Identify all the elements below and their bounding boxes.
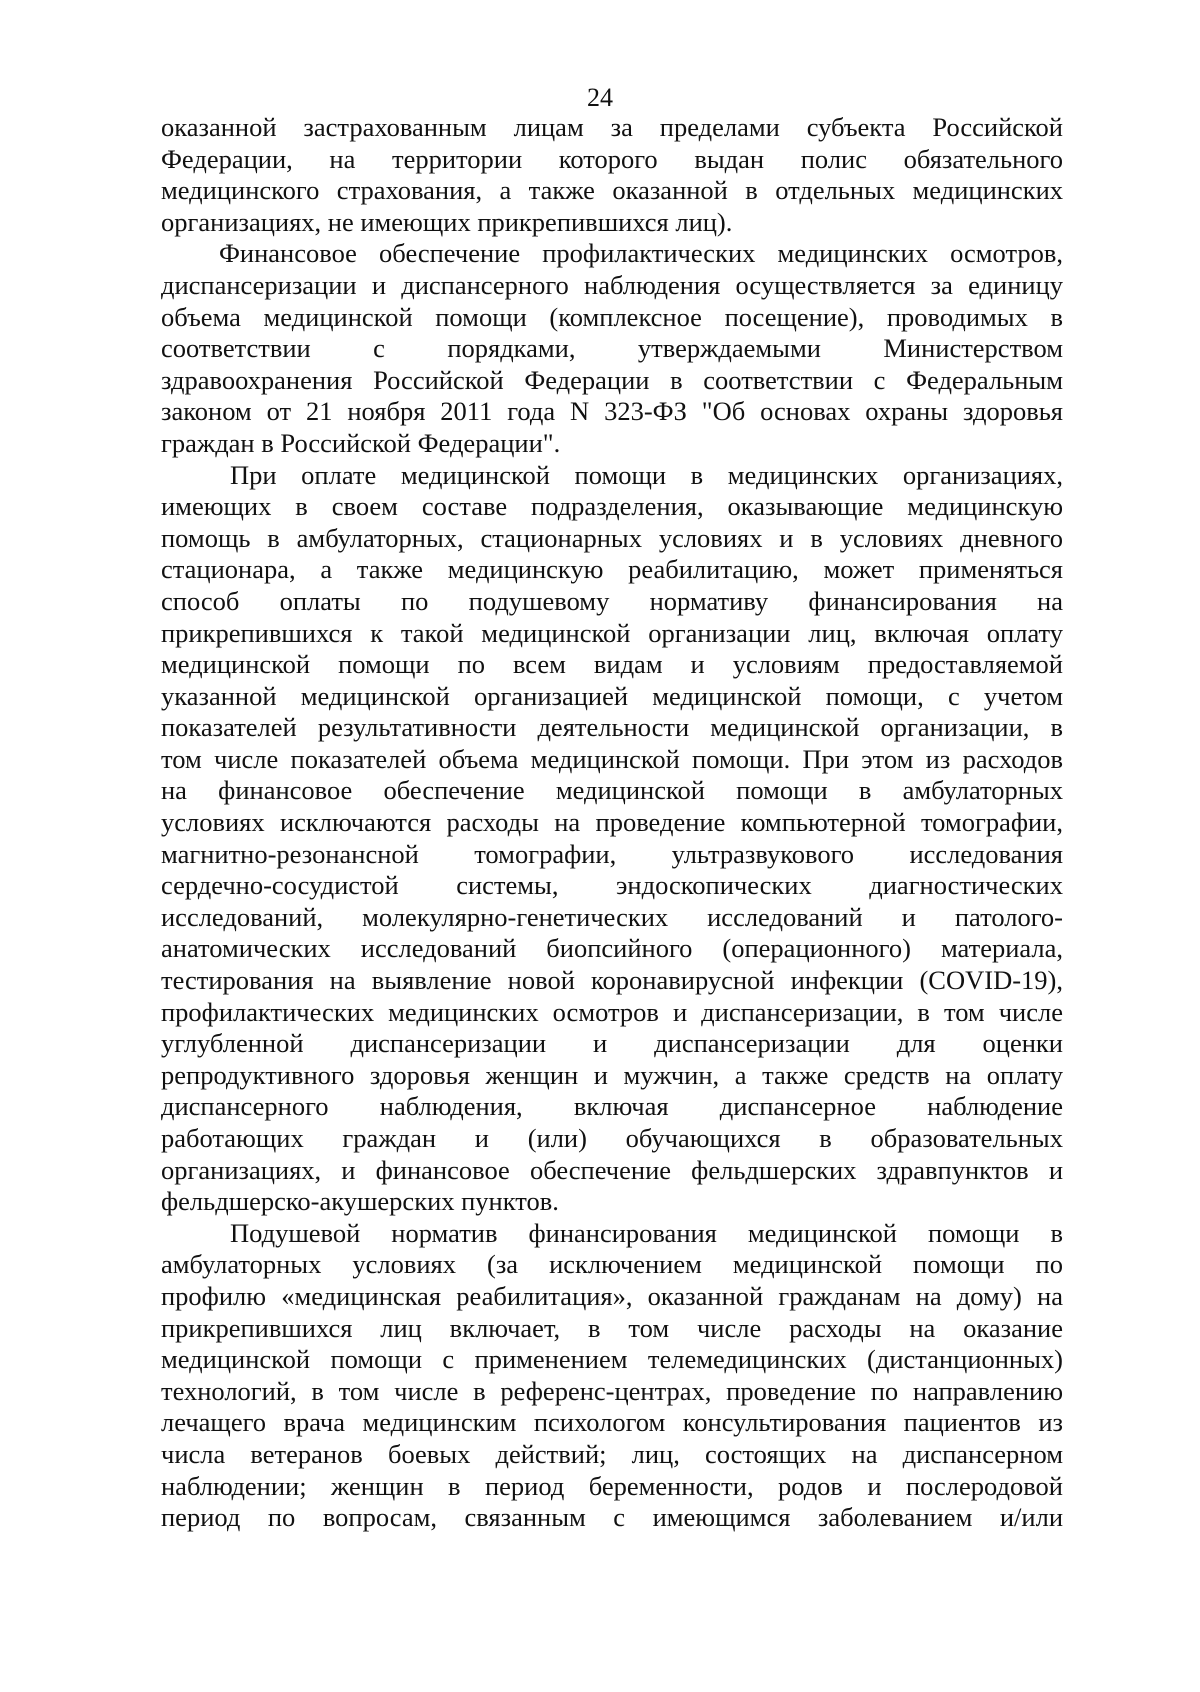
text-line: стационара, а также медицинскую реабилитацию, может применяться bbox=[161, 554, 1063, 585]
text-line: том числе показателей объема медицинской помощи. При этом из расходов bbox=[161, 743, 1063, 774]
text-line: профилактических медицинских осмотров и диспансеризации, в том числе bbox=[161, 996, 1063, 1027]
paragraph-2 bbox=[161, 238, 1063, 459]
paragraph-1 bbox=[161, 112, 1063, 238]
text-line: лечащего врача медицинским психологом консультирования пациентов из bbox=[161, 1407, 1063, 1438]
text-line: граждан в Российской Федерации". bbox=[161, 427, 561, 458]
text-line: законом от 21 ноября 2011 года N 323-ФЗ "Об основах охраны здоровья bbox=[161, 396, 1063, 427]
text-line: организациях, и финансовое обеспечение фельдшерских здравпунктов и bbox=[161, 1154, 1063, 1185]
text-line: сердечно-сосудистой системы, эндоскопических диагностических bbox=[161, 870, 1063, 901]
text-line: числа ветеранов боевых действий; лиц, состоящих на диспансерном bbox=[161, 1438, 1063, 1469]
text-line: организациях, не имеющих прикрепившихся лиц). bbox=[161, 206, 733, 237]
text-line: репродуктивного здоровья женщин и мужчин, а также средств на оплату bbox=[161, 1059, 1063, 1090]
text-line: профилю «медицинская реабилитация», оказанной гражданам на дому) на bbox=[161, 1280, 1063, 1311]
text-line: условиях исключаются расходы на проведение компьютерной томографии, bbox=[161, 807, 1063, 838]
text-line: наблюдении; женщин в период беременности, родов и послеродовой bbox=[161, 1470, 1063, 1501]
text-line: технологий, в том числе в референс-центрах, проведение по направлению bbox=[161, 1375, 1063, 1406]
text-line: на финансовое обеспечение медицинской помощи в амбулаторных bbox=[161, 775, 1063, 806]
text-line: диспансеризации и диспансерного наблюдения осуществляется за единицу bbox=[161, 269, 1063, 300]
text-line: исследований, молекулярно-генетических исследований и патолого- bbox=[161, 901, 1063, 932]
page-number: 24 bbox=[587, 83, 613, 112]
text-line: медицинской помощи по всем видам и условиям предоставляемой bbox=[161, 649, 1063, 680]
text-line: показателей результативности деятельности медицинской организации, в bbox=[161, 712, 1063, 743]
text-line: анатомических исследований биопсийного (операционного) материала, bbox=[161, 933, 1063, 964]
text-line: магнитно-резонансной томографии, ультразвукового исследования bbox=[161, 838, 1063, 869]
text-line: имеющих в своем составе подразделения, оказывающие медицинскую bbox=[161, 491, 1063, 522]
text-line: Финансовое обеспечение профилактических медицинских осмотров, bbox=[219, 238, 1063, 269]
text-line: фельдшерско-акушерских пунктов. bbox=[161, 1186, 559, 1217]
text-line: тестирования на выявление новой коронавирусной инфекции (COVID-19), bbox=[161, 965, 1063, 996]
text-line: Подушевой норматив финансирования медицинской помощи в bbox=[230, 1217, 1063, 1248]
text-line: объема медицинской помощи (комплексное посещение), проводимых в bbox=[161, 301, 1063, 332]
text-line: Федерации, на территории которого выдан полис обязательного bbox=[161, 143, 1063, 174]
text-line: способ оплаты по подушевому нормативу финансирования на bbox=[161, 585, 1063, 616]
text-line: медицинского страхования, а также оказанной в отдельных медицинских bbox=[161, 175, 1063, 206]
text-line: медицинской помощи с применением телемедицинских (дистанционных) bbox=[161, 1344, 1063, 1375]
paragraph-3 bbox=[161, 460, 1063, 1218]
text-line: углубленной диспансеризации и диспансеризации для оценки bbox=[161, 1028, 1063, 1059]
text-line: диспансерного наблюдения, включая диспансерное наблюдение bbox=[161, 1091, 1063, 1122]
text-line: помощь в амбулаторных, стационарных условиях и в условиях дневного bbox=[161, 522, 1063, 553]
text-line: оказанной застрахованным лицам за пределами субъекта Российской bbox=[161, 112, 1063, 142]
text-line: При оплате медицинской помощи в медицинских организациях, bbox=[230, 459, 1063, 490]
text-line: период по вопросам, связанным с имеющимся заболеванием и/или bbox=[161, 1502, 1063, 1533]
paragraph-4 bbox=[161, 1218, 1063, 1534]
text-line: здравоохранения Российской Федерации в соответствии с Федеральным bbox=[161, 364, 1063, 395]
text-line: прикрепившихся к такой медицинской организации лиц, включая оплату bbox=[161, 617, 1063, 648]
document-body bbox=[161, 112, 1063, 1534]
text-line: прикрепившихся лиц включает, в том числе расходы на оказание bbox=[161, 1312, 1063, 1343]
text-line: указанной медицинской организацией медицинской помощи, с учетом bbox=[161, 680, 1063, 711]
text-line: работающих граждан и (или) обучающихся в образовательных bbox=[161, 1123, 1063, 1153]
text-line: соответствии с порядками, утверждаемыми Министерством bbox=[161, 333, 1063, 364]
text-line: амбулаторных условиях (за исключением медицинской помощи по bbox=[161, 1249, 1063, 1280]
